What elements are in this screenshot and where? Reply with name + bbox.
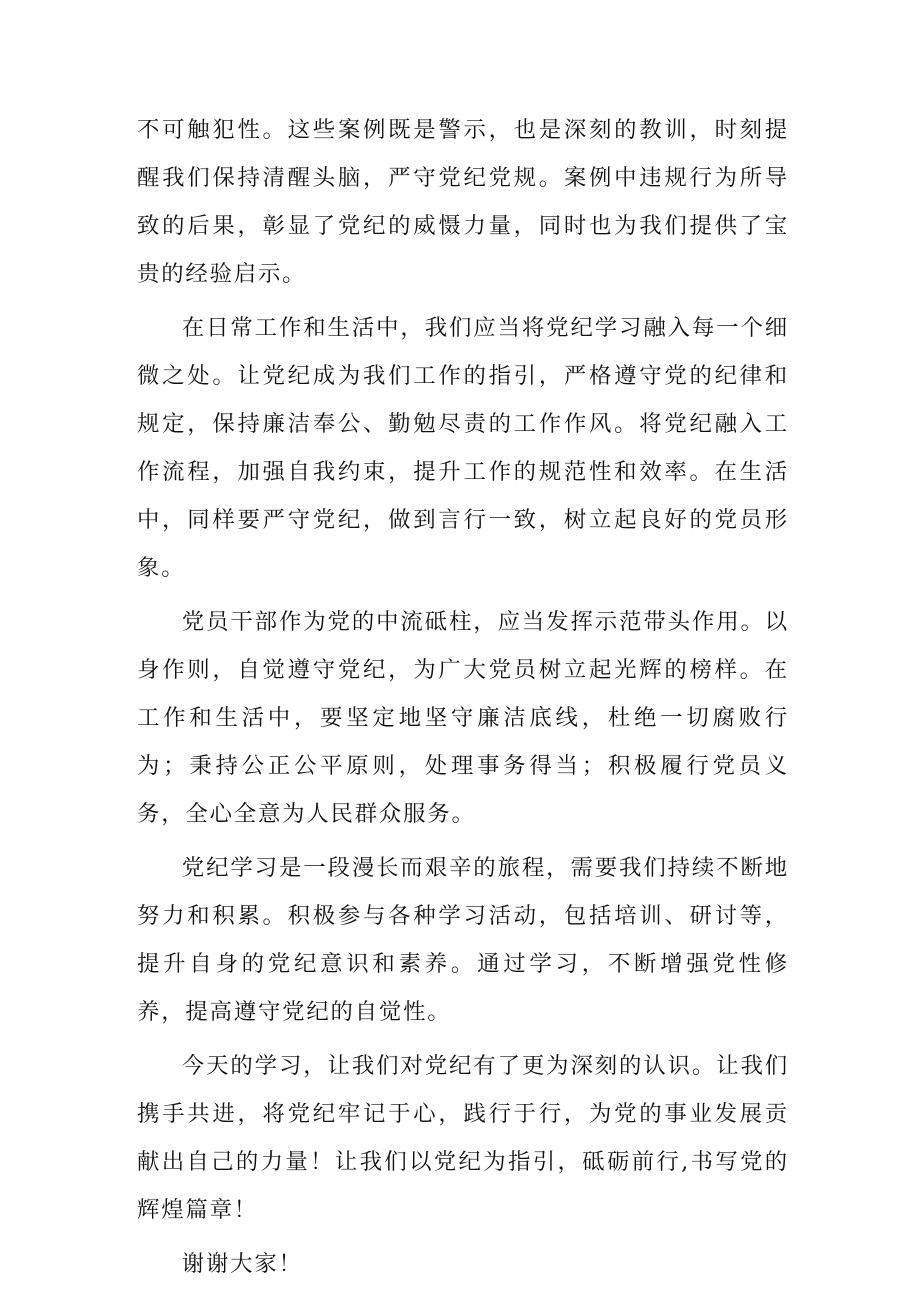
paragraph-learning-journey: 党纪学习是一段漫长而艰辛的旅程，需要我们持续不断地努力和积累。积极参与各种学习活动，包括培训、研讨等，提升自身的党纪意识和素养。通过学习，不断增强党性修养，提高遵守党纪的自觉性。 xyxy=(137,855,789,1025)
paragraph-daily-work: 在日常工作和生活中，我们应当将党纪学习融入每一个细微之处。让党纪成为我们工作的指引，严格遵守党的纪律和规定，保持廉洁奉公、勤勉尽责的工作作风。将党纪融入工作流程，加强自我约束，提升工作的规范性和效率。在生活中，同样要严守党纪，做到言行一致，树立起良好的党员形象。 xyxy=(137,315,789,581)
paragraph-cadres-example: 党员干部作为党的中流砥柱，应当发挥示范带头作用。以身作则，自觉遵守党纪，为广大党员树立起光辉的榜样。在工作和生活中，要坚定地坚守廉洁底线，杜绝一切腐败行为；秉持公正公平原则，处理事务得当；积极履行党员义务，全心全意为人民群众服务。 xyxy=(137,609,789,827)
paragraph-conclusion: 今天的学习，让我们对党纪有了更为深刻的认识。让我们携手共进，将党纪牢记于心，践行于行，为党的事业发展贡献出自己的力量！让我们以党纪为指引，砥砺前行,书写党的辉煌篇章！ xyxy=(137,1053,789,1223)
document-body xyxy=(137,106,789,1288)
paragraph-continuation: 不可触犯性。这些案例既是警示，也是深刻的教训，时刻提醒我们保持清醒头脑，严守党纪党规。案例中违规行为所导致的后果，彰显了党纪的威慑力量，同时也为我们提供了宝贵的经验启示。 xyxy=(137,117,789,287)
paragraph-thanks: 谢谢大家！ xyxy=(181,1251,303,1277)
